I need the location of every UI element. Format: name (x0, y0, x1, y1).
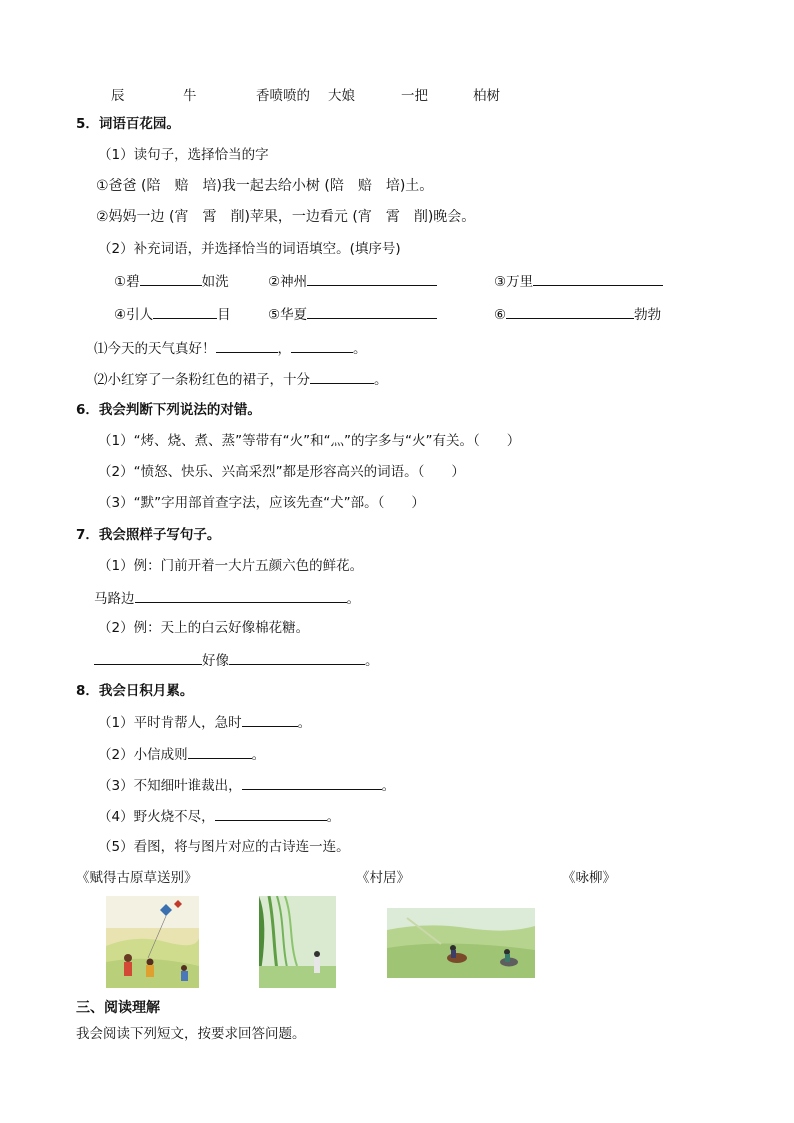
q5-sentence-1: ①爸爸 (陪 赔 培)我一起去给小树 (陪 赔 培)土。 (96, 178, 434, 194)
q7-answer-1-period: 。 (346, 591, 360, 607)
idiom-5-head: ⑤华夏 (268, 307, 308, 323)
poem-title-1[interactable]: 《赋得古原草送别》 (76, 870, 198, 886)
poem-title-2[interactable]: 《村居》 (356, 870, 410, 886)
fill-2-text: ⑵小红穿了一条粉红色的裙子，十分 (94, 372, 310, 388)
blank-idiom-5[interactable] (307, 305, 437, 319)
blank-fill-2[interactable] (310, 370, 374, 384)
idiom-1 (114, 272, 229, 291)
q8-title: 8．我会日积月累。 (76, 683, 194, 699)
picture-willow-svg (259, 896, 336, 988)
q8-item-3 (98, 776, 395, 795)
blank-q7-2b[interactable] (229, 651, 365, 665)
idiom-1-tail: 如洗 (201, 274, 229, 290)
q7-title: 7．我会照样子写句子。 (76, 527, 221, 543)
fill-2 (94, 370, 388, 389)
blank-q8-3[interactable] (242, 776, 382, 790)
word-niu: 牛 (183, 88, 197, 104)
q7-answer-1 (94, 589, 360, 608)
idiom-1-head: ①碧 (114, 274, 140, 290)
blank-q8-4[interactable] (215, 807, 327, 821)
picture-grassland[interactable] (387, 908, 535, 978)
q5-title: 5．词语百花园。 (76, 116, 180, 132)
blank-q8-1[interactable] (242, 713, 298, 727)
word-xiangpenpen: 香喷喷的 (256, 88, 310, 104)
q6-item-2: （2）“愤怒、快乐、兴高采烈”都是形容高兴的词语。（ ） (98, 464, 465, 480)
blank-idiom-2[interactable] (307, 272, 437, 286)
idiom-6 (494, 305, 661, 324)
blank-fill-1b[interactable] (291, 339, 353, 353)
q8-item-4 (98, 807, 340, 826)
fill-2-period: 。 (374, 372, 388, 388)
blank-idiom-3[interactable] (533, 272, 663, 286)
q8-item-4-text: （4）野火烧不尽， (98, 809, 215, 825)
q8-item-1 (98, 713, 311, 732)
idiom-4 (114, 305, 231, 324)
word-chen: 辰 (111, 88, 125, 104)
q8-item-5: （5）看图，将与图片对应的古诗连一连。 (98, 839, 350, 855)
picture-willow[interactable] (259, 896, 336, 988)
q8-item-3-period: 。 (381, 778, 396, 794)
idiom-2 (268, 272, 437, 291)
q8-item-2-text: （2）小信成则 (98, 747, 188, 763)
blank-q7-1[interactable] (135, 589, 347, 603)
q8-item-1-period: 。 (297, 715, 312, 731)
q6-item-3: （3）“默”字用部首查字法，应该先查“犬”部。（ ） (98, 495, 425, 511)
idiom-5 (268, 305, 437, 324)
q8-item-1-text: （1）平时肯帮人，急时 (98, 715, 242, 731)
blank-idiom-4[interactable] (153, 305, 217, 319)
q7-answer-2-period: 。 (365, 653, 379, 669)
picture-grassland-svg (387, 908, 535, 978)
blank-idiom-1[interactable] (140, 272, 202, 286)
idiom-6-tail: 勃勃 (634, 307, 662, 323)
fill-1-text: ⑴今天的天气真好！ (94, 341, 216, 357)
blank-q7-2a[interactable] (94, 651, 202, 665)
q6-title: 6．我会判断下列说法的对错。 (76, 402, 261, 418)
q8-item-2 (98, 745, 265, 764)
q8-item-4-period: 。 (326, 809, 341, 825)
picture-kite-children[interactable] (106, 896, 199, 988)
idiom-4-tail: 目 (217, 307, 231, 323)
picture-kite-children-svg (106, 896, 199, 988)
blank-fill-1a[interactable] (216, 339, 278, 353)
q7-example-1: （1）例：门前开着一大片五颜六色的鲜花。 (98, 558, 364, 574)
q7-example-2: （2）例：天上的白云好像棉花糖。 (98, 620, 310, 636)
fill-1-period: 。 (353, 341, 367, 357)
q5-sub1: （1）读句子，选择恰当的字 (98, 147, 269, 163)
blank-q8-2[interactable] (188, 745, 252, 759)
fill-1-comma: ， (277, 341, 291, 357)
idiom-6-head: ⑥ (494, 307, 507, 323)
q8-item-3-text: （3）不知细叶谁裁出， (98, 778, 242, 794)
section-3-intro: 我会阅读下列短文，按要求回答问题。 (76, 1026, 306, 1042)
q7-answer-2 (94, 651, 379, 670)
word-baishu: 柏树 (473, 88, 500, 104)
idiom-4-head: ④引人 (114, 307, 154, 323)
idiom-3-head: ③万里 (494, 274, 534, 290)
idiom-2-head: ②神州 (268, 274, 308, 290)
q5-sub2: （2）补充词语，并选择恰当的词语填空。(填序号) (98, 241, 401, 257)
fill-1 (94, 339, 367, 358)
blank-idiom-6[interactable] (506, 305, 634, 319)
poem-title-3[interactable]: 《咏柳》 (562, 870, 616, 886)
q8-item-2-period: 。 (251, 747, 266, 763)
q5-sentence-2: ②妈妈一边 (宵 霄 削)苹果，一边看元 (宵 霄 削)晚会。 (96, 209, 476, 225)
section-3-title: 三、阅读理解 (76, 1000, 160, 1016)
q7-answer-1-head: 马路边 (94, 591, 135, 607)
idiom-3 (494, 272, 663, 291)
word-yiba: 一把 (401, 88, 428, 104)
q6-item-1: （1）“烤、烧、煮、蒸”等带有“火”和“灬”的字多与“火”有关。（ ） (98, 433, 521, 449)
word-daniang: 大娘 (328, 88, 355, 104)
q7-answer-2-mid: 好像 (202, 653, 229, 669)
